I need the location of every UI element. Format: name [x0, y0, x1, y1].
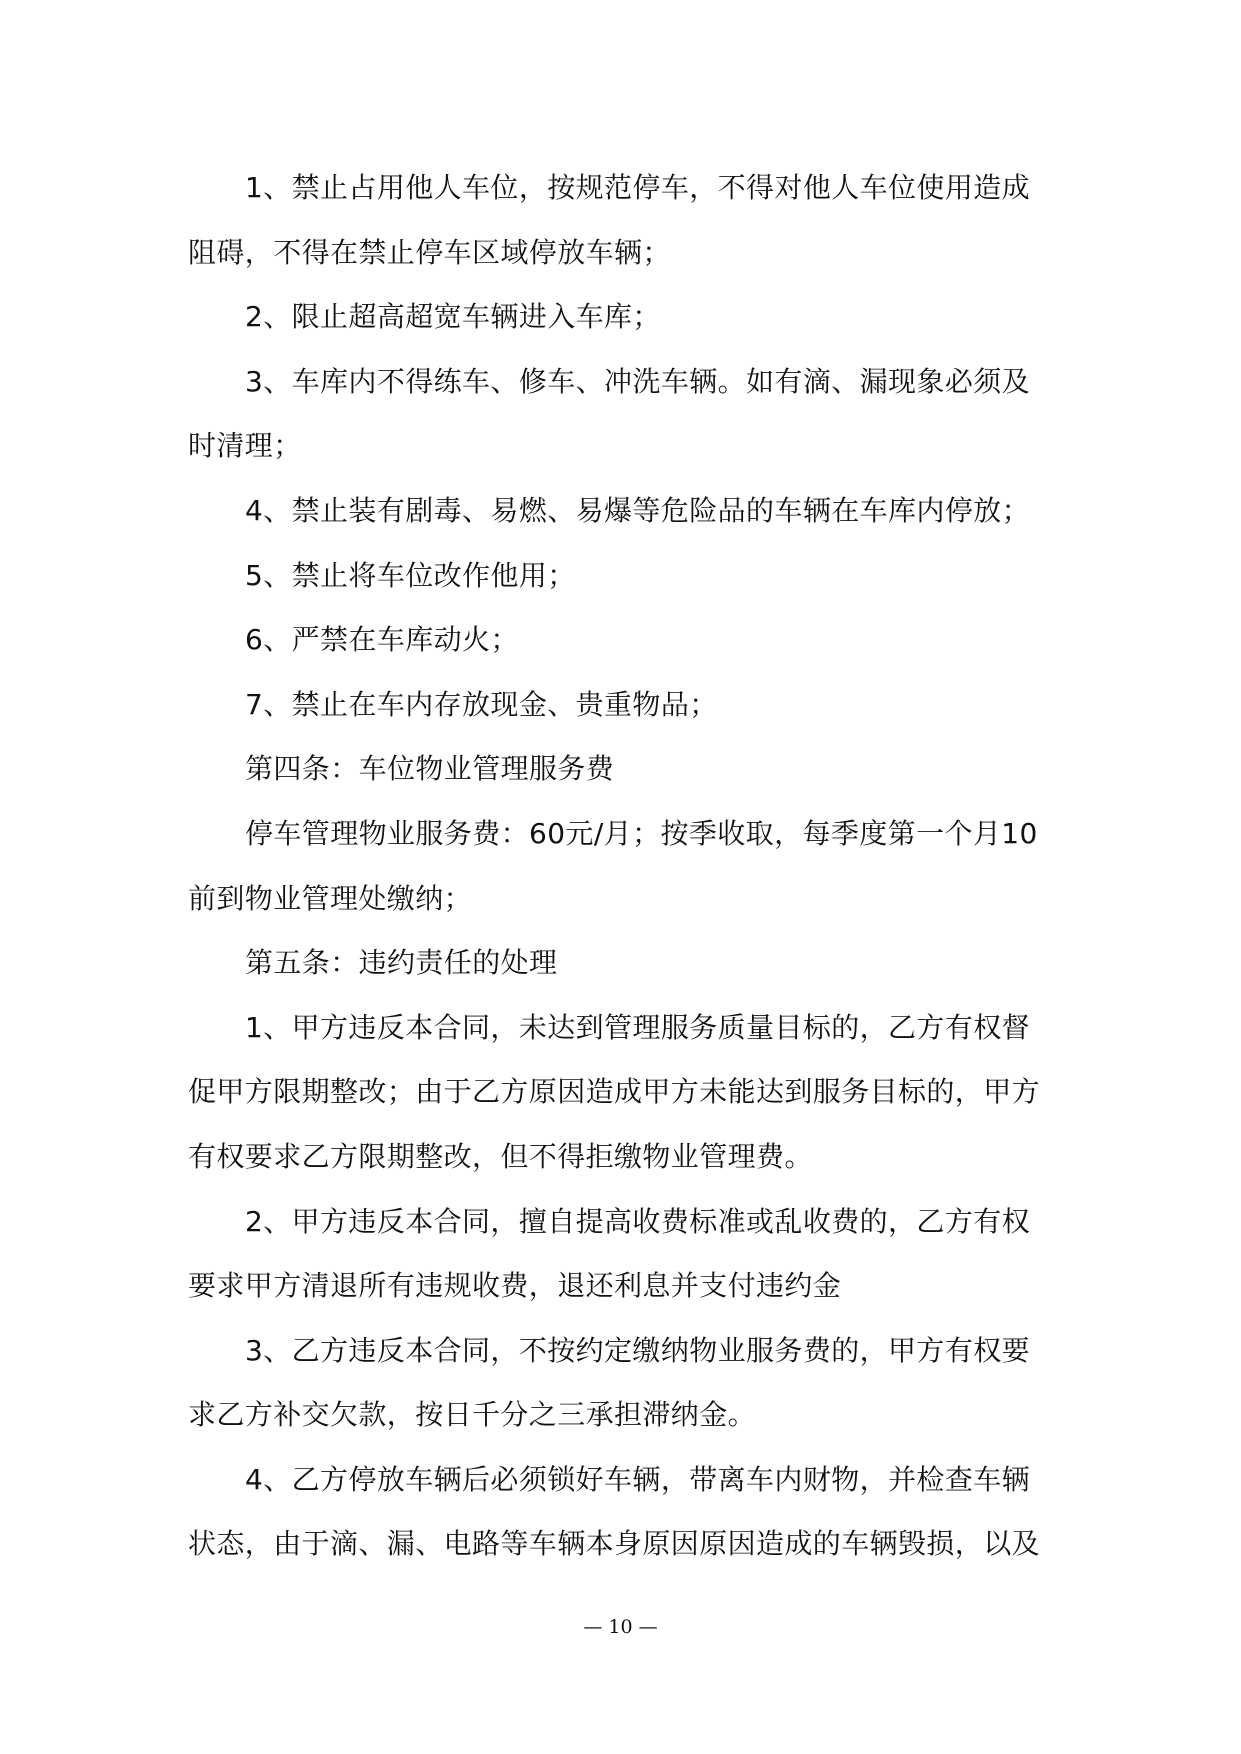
paragraph-line: 阻碍，不得在禁止停车区域停放车辆；: [188, 235, 671, 269]
paragraph-line: 有权要求乙方限期整改，但不得拒缴物业管理费。: [188, 1139, 813, 1173]
page-number: — 10 —: [583, 1616, 658, 1638]
paragraph-line: 前到物业管理处缴纳；: [188, 881, 473, 915]
paragraph-line: 2、限止超高超宽车辆进入车库；: [245, 300, 661, 334]
paragraph-line: 求乙方补交欠款，按日千分之三承担滞纳金。: [188, 1398, 757, 1432]
paragraph-line: 4、乙方停放车辆后必须锁好车辆，带离车内财物，并检查车辆: [245, 1462, 1031, 1496]
paragraph-line: 状态，由于滴、漏、电路等车辆本身原因原因造成的车辆毁损，以及: [188, 1527, 1041, 1561]
paragraph-line: 3、车库内不得练车、修车、冲洗车辆。如有滴、漏现象必须及: [245, 364, 1031, 398]
paragraph-line: 要求甲方清退所有违规收费，退还利息并支付违约金: [188, 1269, 842, 1303]
paragraph-line: 停车管理物业服务费：60元/月；按季收取，每季度第一个月10: [245, 816, 1038, 850]
paragraph-line: 1、甲方违反本合同，未达到管理服务质量目标的，乙方有权督: [245, 1010, 1031, 1044]
paragraph-line: 1、禁止占用他人车位，按规范停车，不得对他人车位使用造成: [245, 171, 1031, 204]
paragraph-line: 2、甲方违反本合同，擅自提高收费标准或乱收费的，乙方有权: [245, 1204, 1031, 1238]
paragraph-line: 7、禁止在车内存放现金、贵重物品；: [245, 687, 718, 721]
paragraph-line: 时清理；: [188, 429, 302, 463]
document-body: [188, 156, 1058, 1577]
paragraph-line: 5、禁止将车位改作他用；: [245, 558, 576, 592]
paragraph-line: 4、禁止装有剧毒、易燃、易爆等危险品的车辆在车库内停放；: [245, 493, 1031, 527]
paragraph-line: 3、乙方违反本合同，不按约定缴纳物业服务费的，甲方有权要: [245, 1333, 1031, 1367]
section-heading: 第四条：车位物业管理服务费: [245, 752, 615, 786]
paragraph-line: 6、严禁在车库动火；: [245, 623, 519, 657]
section-heading: 第五条：违约责任的处理: [245, 946, 558, 980]
paragraph-line: 促甲方限期整改；由于乙方原因造成甲方未能达到服务目标的，甲方: [188, 1075, 1041, 1109]
